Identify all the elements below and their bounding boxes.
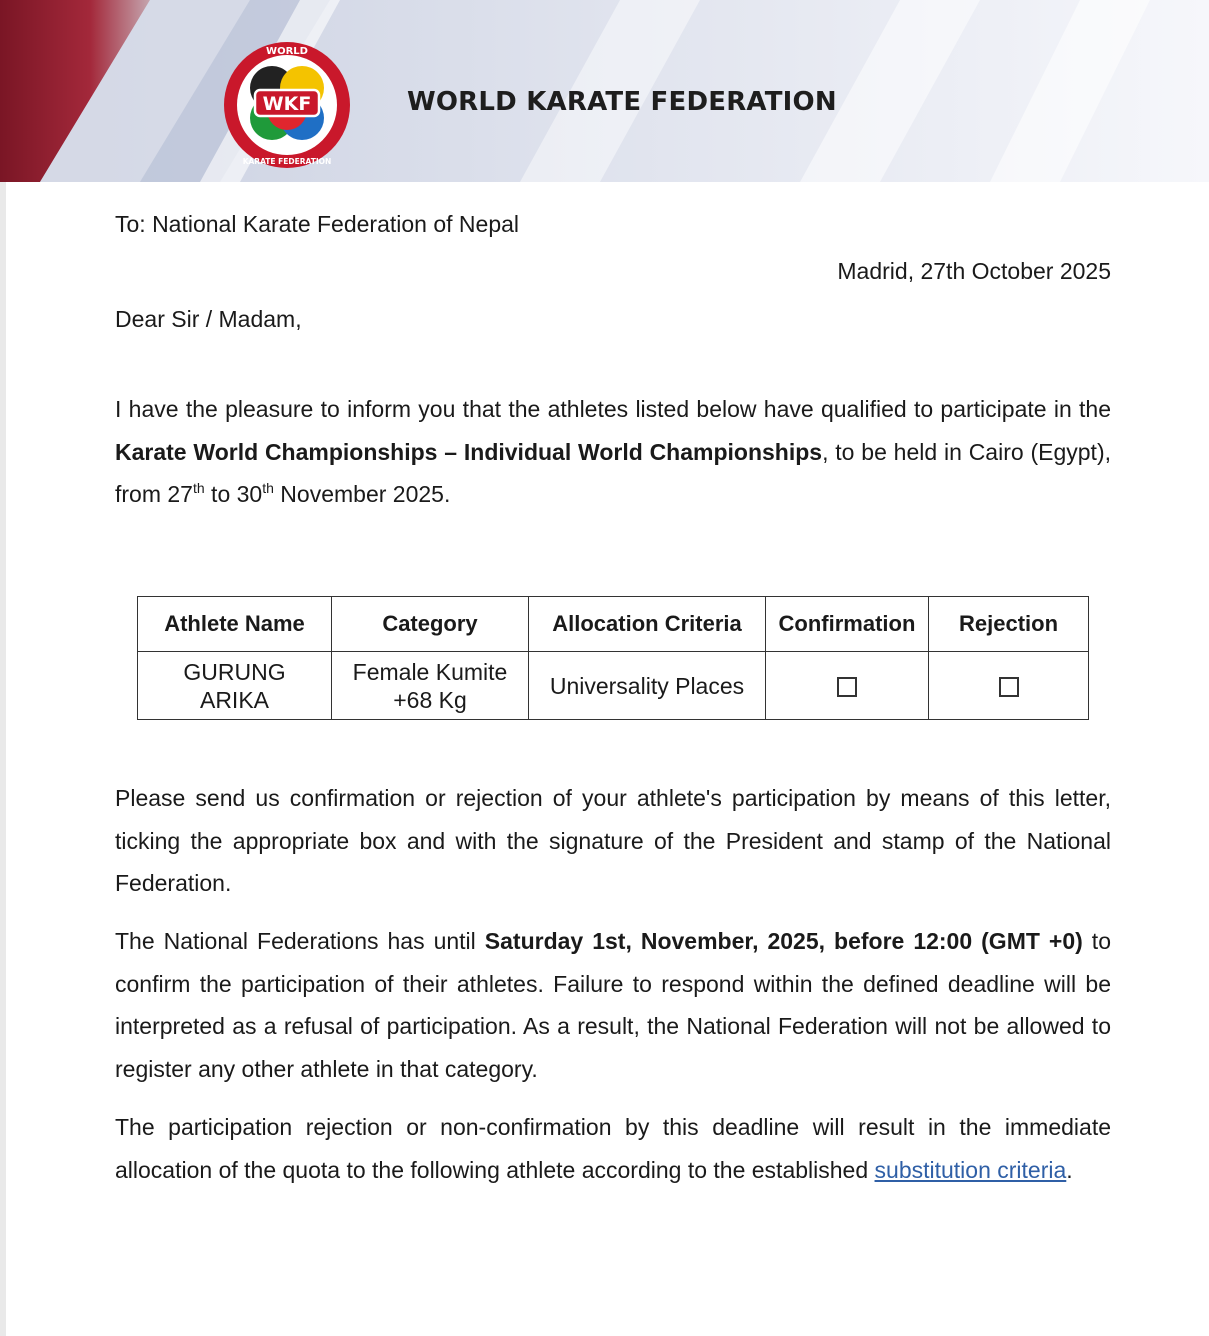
salutation: Dear Sir / Madam, xyxy=(115,306,302,332)
svg-text:WKF: WKF xyxy=(262,93,312,115)
rejection-paragraph xyxy=(115,1106,1111,1191)
confirmation-checkbox[interactable] xyxy=(837,677,857,697)
confirmation-cell xyxy=(766,652,929,720)
organization-title: WORLD KARATE FEDERATION xyxy=(407,87,837,117)
rejection-cell xyxy=(929,652,1089,720)
intro-text-3: to 30 xyxy=(204,481,263,507)
intro-paragraph xyxy=(115,388,1111,516)
header-confirmation: Confirmation xyxy=(766,597,929,652)
rejection-text-2: . xyxy=(1066,1156,1073,1183)
deadline-date: Saturday 1st, November, 2025, before 12:00 (GMT +0) xyxy=(484,928,1083,954)
allocation-criteria-cell: Universality Places xyxy=(529,652,766,720)
substitution-criteria-link[interactable]: substitution criteria xyxy=(874,1156,1067,1183)
header-category: Category xyxy=(332,597,529,652)
intro-text-1: I have the pleasure to inform you that the athletes listed below have qualified to participate in the xyxy=(115,396,1111,422)
table-row xyxy=(138,652,1089,720)
letterhead-banner xyxy=(0,0,1209,182)
event-name: Karate World Championships – Individual World Championships xyxy=(115,438,823,465)
date-line: Madrid, 27th October 2025 xyxy=(837,258,1111,284)
recipient-line: To: National Karate Federation of Nepal xyxy=(115,211,520,237)
deadline-text-1: The National Federations has until xyxy=(115,928,485,954)
athlete-name-cell: GURUNG ARIKA xyxy=(138,652,332,720)
svg-text:KARATE FEDERATION: KARATE FEDERATION xyxy=(242,157,332,166)
header-athlete-name: Athlete Name xyxy=(138,597,332,652)
page-left-edge xyxy=(0,0,6,1336)
rejection-checkbox[interactable] xyxy=(999,677,1019,697)
ordinal-suffix-2: th xyxy=(262,480,274,496)
deadline-paragraph xyxy=(115,920,1111,1090)
wkf-logo xyxy=(222,40,352,170)
intro-text-2: , to be held in Cairo (Egypt), from 27 xyxy=(115,438,1111,507)
rejection-text-1: The participation rejection or non-confirmation by this deadline will result in the immediate allocation of the quota to the following athlete according to the established xyxy=(115,1114,1111,1183)
svg-text:WORLD: WORLD xyxy=(266,46,308,57)
category-cell: Female Kumite +68 Kg xyxy=(332,652,529,720)
confirmation-instructions: Please send us confirmation or rejection of your athlete's participation by means of this letter, ticking the appropriate box and with the signature of the President and stamp of the National Federation. xyxy=(115,785,1111,896)
athletes-table xyxy=(137,596,1089,720)
intro-text-4: November 2025. xyxy=(273,481,451,507)
deadline-text-2: to confirm the participation of their athletes. Failure to respond within the defined deadline will be interpreted as a refusal of participation. As a result, the National Federation will not be allowed to register any other athlete in that category. xyxy=(115,928,1111,1082)
ordinal-suffix-1: th xyxy=(192,480,205,496)
table-header-row xyxy=(138,597,1089,652)
header-rejection: Rejection xyxy=(929,597,1089,652)
header-allocation-criteria: Allocation Criteria xyxy=(529,597,766,652)
